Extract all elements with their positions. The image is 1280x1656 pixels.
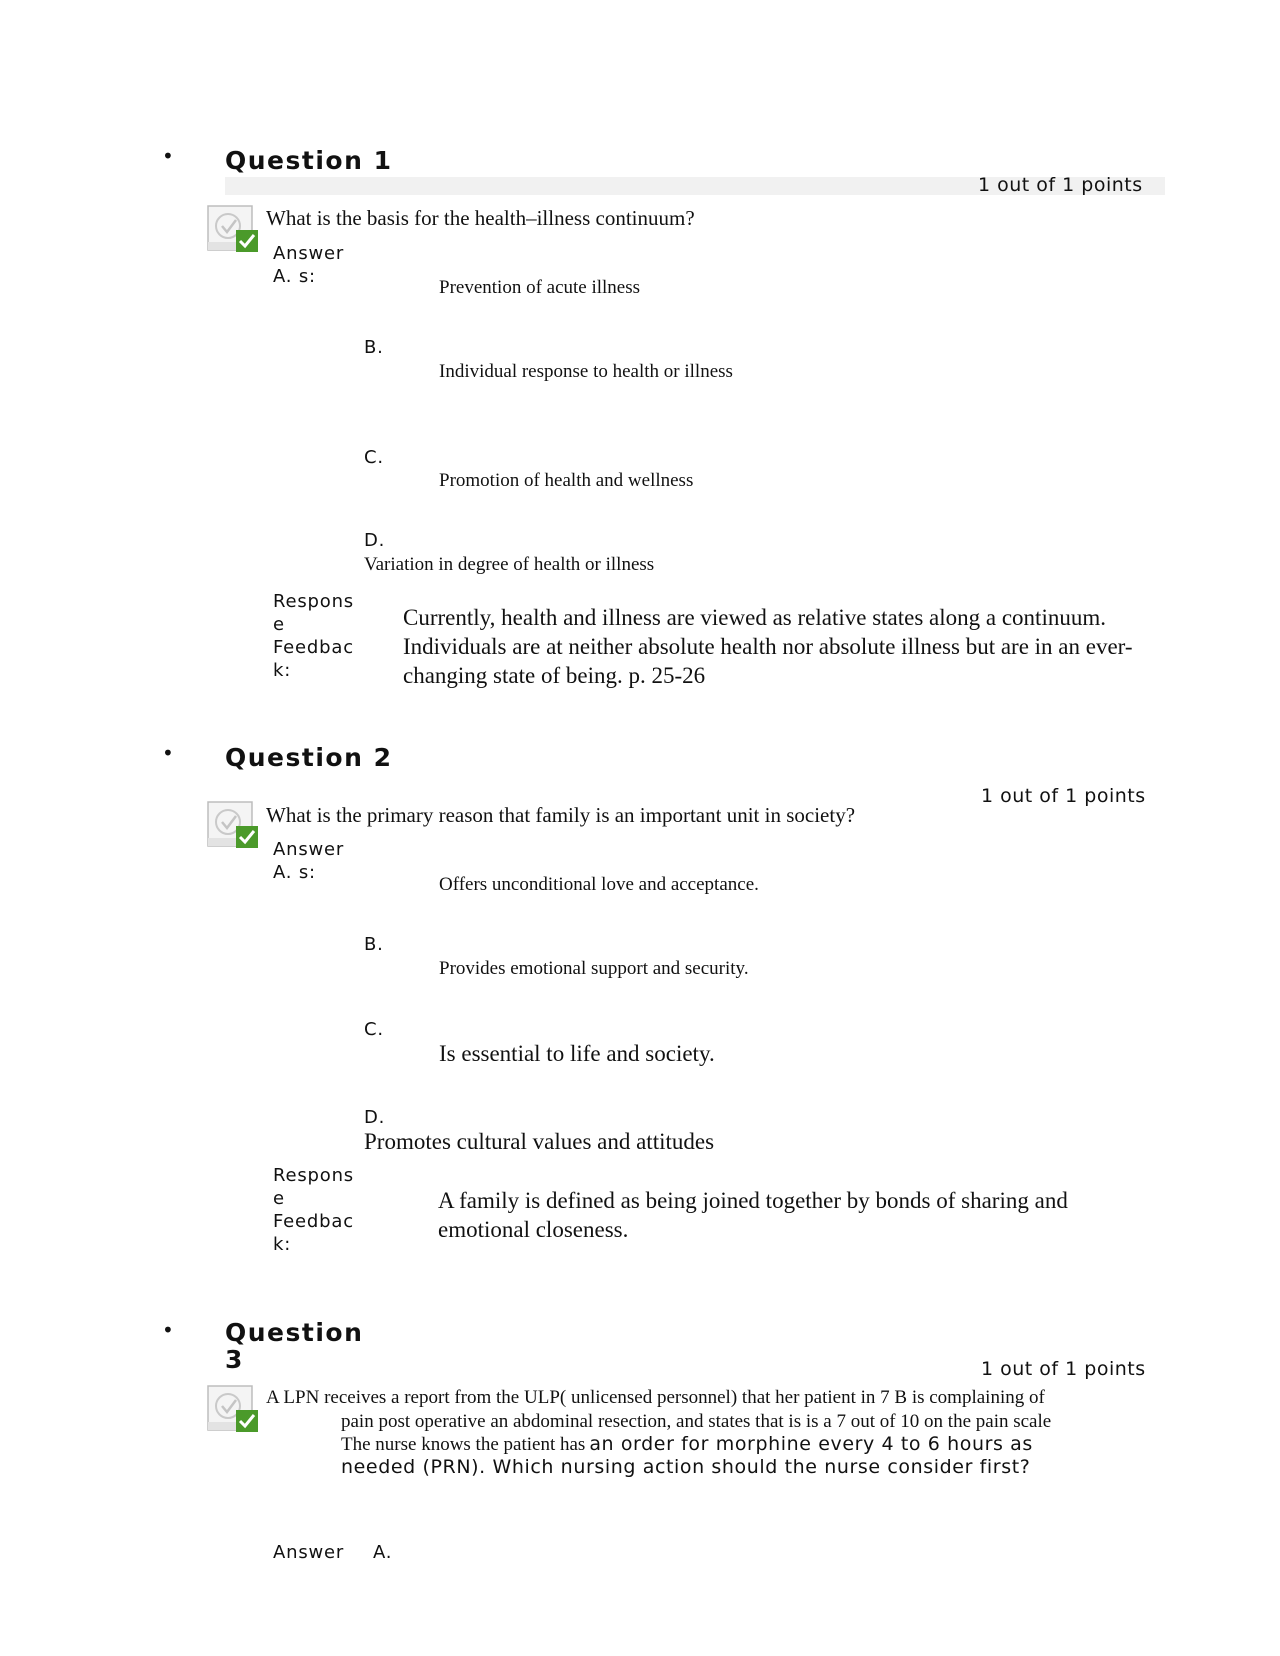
- question-text: What is the basis for the health–illness continuum?: [266, 206, 695, 230]
- question-title: Question 1: [225, 146, 393, 175]
- question-text-line2: pain post operative an abdominal resection, and states that is is a 7 out of 10 on the pain scale: [341, 1411, 1052, 1432]
- bullet: •: [162, 144, 174, 168]
- points-label: 1 out of 1 points: [981, 1358, 1146, 1380]
- answers-label-2: A. s:: [273, 266, 316, 287]
- option-c-text: Promotion of health and wellness: [439, 470, 694, 491]
- feedback-text: A family is defined as being joined together by bonds of sharing and emotional closeness.: [438, 1188, 1068, 1242]
- option-d-text: Promotes cultural values and attitudes: [364, 1129, 715, 1154]
- option-b-text: Provides emotional support and security.: [439, 958, 749, 979]
- option-a-letter: A.: [373, 1542, 393, 1563]
- option-d-letter: D.: [364, 1107, 386, 1128]
- feedback-label: Respons e Feedbac k:: [273, 1165, 354, 1255]
- correct-check-icon: [206, 204, 260, 256]
- points-label: 1 out of 1 points: [981, 785, 1146, 807]
- bullet: •: [162, 1318, 174, 1342]
- option-c-letter: C.: [364, 1019, 384, 1040]
- feedback-text: Currently, health and illness are viewed as relative states along a continuum. Individuals are at neither absolute health nor absolute illness but are in an ever-changing state of being. p. 25-26: [403, 605, 1133, 688]
- option-b-letter: B.: [364, 934, 384, 955]
- question-title-line2: 3: [225, 1345, 244, 1374]
- option-b-letter: B.: [364, 337, 384, 358]
- correct-check-icon: [206, 800, 260, 852]
- option-c-text: Is essential to life and society.: [439, 1041, 715, 1066]
- option-d-letter: D.: [364, 530, 386, 551]
- answers-label-2: A. s:: [273, 862, 316, 883]
- answers-label: Answer: [273, 243, 345, 264]
- bullet: •: [162, 741, 174, 765]
- correct-check-icon: [206, 1384, 260, 1436]
- points-label: 1 out of 1 points: [978, 174, 1143, 196]
- answers-label: Answer: [273, 839, 345, 860]
- option-d-text: Variation in degree of health or illness: [364, 554, 655, 575]
- option-b-text: Individual response to health or illness: [439, 361, 733, 382]
- question-title: Question 2: [225, 743, 393, 772]
- feedback-label: Respons e Feedbac k:: [273, 591, 354, 681]
- option-c-letter: C.: [364, 447, 384, 468]
- answers-label: Answer: [273, 1542, 345, 1563]
- question-text: What is the primary reason that family is an important unit in society?: [266, 803, 856, 827]
- question-title-line1: Question: [225, 1318, 364, 1347]
- question-text-line3: The nurse knows the patient has an order for morphine every 4 to 6 hours as: [341, 1433, 1033, 1455]
- question-text-line4: needed (PRN). Which nursing action should the nurse consider first?: [341, 1456, 1031, 1478]
- option-a-text: Prevention of acute illness: [439, 277, 641, 298]
- option-a-text: Offers unconditional love and acceptance.: [439, 874, 759, 895]
- question-text-line1: A LPN receives a report from the ULP( unlicensed personnel) that her patient in 7 B is complaining of: [266, 1387, 1045, 1408]
